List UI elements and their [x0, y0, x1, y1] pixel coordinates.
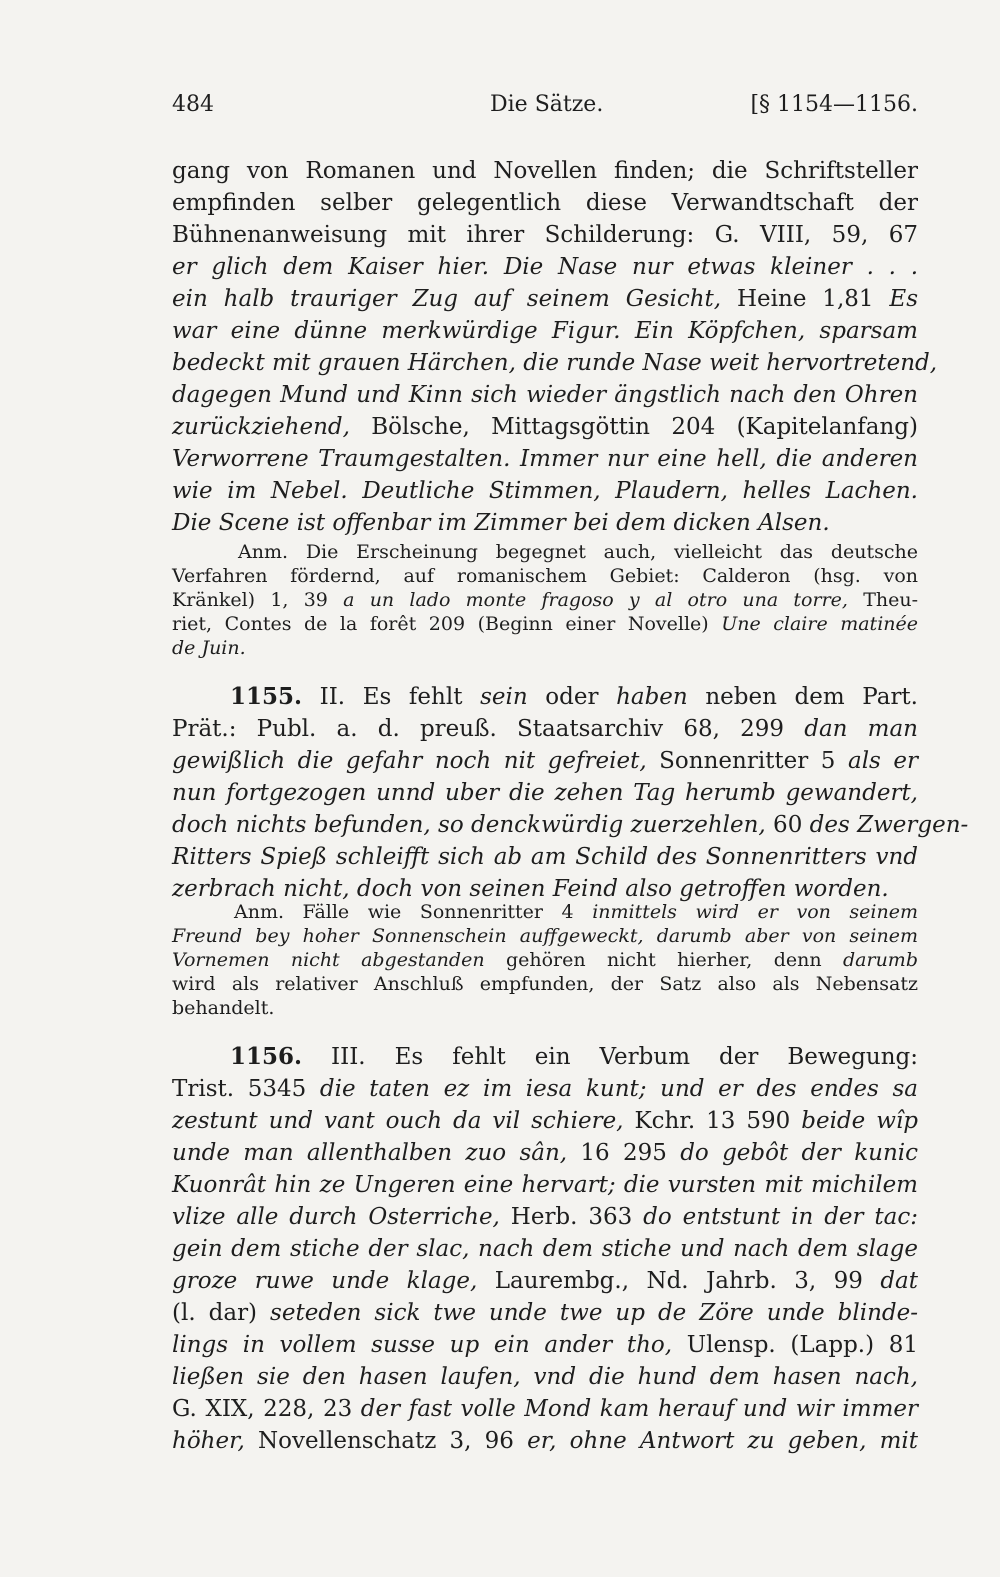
running-title: Die Sätze. [490, 92, 604, 117]
text-run: do entstunt in der tac: [643, 1204, 919, 1230]
text-run: inmittels wird er von seinem [592, 901, 918, 923]
text-run: Kchr. 13 590 [623, 1108, 802, 1134]
text-run: neben dem Part. [687, 684, 918, 710]
text-line [230, 1042, 918, 1072]
note-line [234, 900, 918, 924]
text-line [172, 508, 918, 538]
text-line [172, 188, 918, 218]
text-run: Vornemen nicht abgestanden [172, 949, 485, 971]
text-run: gang von Romanen und Novellen finden; die Schriftsteller [172, 158, 918, 184]
text-run: gehören nicht hierher, denn [484, 949, 843, 971]
text-run: Es [889, 286, 918, 312]
text-run: zestunt und vant ouch da vil schiere, [172, 1108, 624, 1134]
text-run: dat [880, 1268, 919, 1294]
text-line [172, 1138, 918, 1168]
note-line [238, 540, 918, 564]
text-line [172, 412, 918, 442]
text-line [172, 284, 918, 314]
text-run: unde man allenthalben zuo sân, [172, 1140, 568, 1166]
text-run: gewißlich die gefahr noch nit gefreiet, [172, 748, 647, 774]
text-run: Laurembg., Nd. Jahrb. 3, 99 [477, 1268, 881, 1294]
note-line [172, 564, 918, 588]
text-run: Trist. 5345 [172, 1076, 320, 1102]
text-line [172, 810, 969, 840]
text-run: 16 295 [567, 1140, 681, 1166]
text-run: Bühnenanweisung mit ihrer Schilderung: G. VIII, 59, 67 [172, 222, 918, 248]
text-line [172, 746, 918, 776]
text-run: wie im Nebel. Deutliche Stimmen, Plaudern, helles Lachen. [172, 478, 918, 504]
text-line [172, 1266, 918, 1296]
text-run: war eine dünne merkwürdige Figur. Ein Köpfchen, sparsam [172, 318, 918, 344]
text-run: Verworrene Traumgestalten. Immer nur eine hell, die anderen [172, 446, 918, 472]
text-run: wird als relativer Anschluß empfunden, der Satz also als Nebensatz [172, 973, 918, 995]
text-run: Kuonrât hin ze Ungeren eine hervart; die vursten mit michilem [172, 1172, 918, 1198]
text-line [172, 220, 918, 250]
text-line [230, 682, 918, 712]
text-run: die taten ez im iesa kunt; und er des endes sa [319, 1076, 918, 1102]
text-run: behandelt. [172, 997, 275, 1019]
text-run: vlize alle durch Osterriche, [172, 1204, 500, 1230]
text-run: ließen sie den hasen laufen, vnd die hund dem hasen nach, [172, 1364, 918, 1390]
text-line [172, 1362, 918, 1392]
section-number: 1156. [230, 1043, 303, 1070]
text-run: groze ruwe unde klage, [172, 1268, 478, 1294]
text-run: als er [847, 748, 918, 774]
text-run: a un lado monte fragoso y al otro una torre, [343, 589, 848, 611]
text-run: des Zwergen- [809, 812, 969, 838]
text-run: Ulensp. (Lapp.) 81 [672, 1332, 919, 1358]
text-run: Theu- [847, 589, 919, 611]
note-line [172, 588, 918, 612]
text-run: Heine 1,81 [721, 286, 890, 312]
note-line [172, 948, 918, 972]
text-line [172, 1394, 918, 1424]
text-line [172, 1426, 918, 1456]
text-run: de Juin. [172, 637, 246, 659]
text-run: Une claire matinée [721, 613, 918, 635]
text-run: Ritters Spieß schleifft sich ab am Schild des Sonnenritters vnd [172, 844, 918, 870]
text-run: 60 [765, 812, 810, 838]
running-header [172, 92, 918, 128]
text-run: (l. dar) [172, 1300, 271, 1326]
note-line [172, 972, 918, 996]
text-line [172, 476, 918, 506]
note-line [172, 924, 918, 948]
text-run: G. XIX, 228, 23 [172, 1396, 361, 1422]
page-number: 484 [172, 92, 214, 117]
text-run: zerbrach nicht, doch von seinen Feind also getroffen worden. [172, 876, 889, 902]
text-run: dagegen Mund und Kinn sich wieder ängstlich nach den Ohren [172, 382, 918, 408]
text-run: seteden sick twe unde twe up de Zöre unde blinde- [270, 1300, 918, 1326]
text-line [172, 156, 918, 186]
text-run: er, ohne Antwort zu geben, mit [527, 1428, 918, 1454]
text-run: Bölsche, Mittagsgöttin 204 (Kapitelanfang) [349, 414, 918, 440]
text-run: der fast volle Mond kam herauf und wir immer [360, 1396, 918, 1422]
text-run: Anm. Die Erscheinung begegnet auch, vielleicht das deutsche [238, 541, 918, 563]
text-run: empfinden selber gelegentlich diese Verwandtschaft der [172, 190, 918, 216]
text-run: bedeckt mit grauen Härchen, die runde Nase weit hervortretend, [172, 350, 938, 376]
text-line [172, 380, 918, 410]
text-run: zurückziehend, [172, 414, 350, 440]
text-line [172, 1170, 918, 1200]
text-run: do gebôt der kunic [680, 1140, 918, 1166]
text-line [172, 778, 918, 808]
text-run: dan man [804, 716, 918, 742]
text-run: Kränkel) 1, 39 [172, 589, 344, 611]
section-range: [§ 1154—1156. [750, 92, 918, 117]
text-run: Novellenschatz 3, 96 [244, 1428, 528, 1454]
text-run: Die Scene ist offenbar im Zimmer bei dem dicken Alsen. [172, 510, 830, 536]
text-run: Verfahren fördernd, auf romanischem Gebiet: Calderon (hsg. von [172, 565, 918, 587]
text-run: er glich dem Kaiser hier. Die Nase nur etwas kleiner . . . [172, 254, 918, 280]
text-line [172, 1330, 918, 1360]
text-run: III. Es fehlt ein Verbum der Bewegung: [302, 1044, 918, 1070]
text-run: riet, Contes de la forêt 209 (Beginn einer Novelle) [172, 613, 722, 635]
text-run: beide wîp [801, 1108, 919, 1134]
text-line [172, 1298, 918, 1328]
text-run: lings in vollem susse up ein ander tho, [172, 1332, 673, 1358]
text-run: oder [527, 684, 617, 710]
text-run: höher, [172, 1428, 245, 1454]
text-line [172, 714, 918, 744]
text-run: haben [616, 684, 688, 710]
text-run: II. Es fehlt [302, 684, 481, 710]
text-run: darumb [843, 949, 918, 971]
note-line [172, 636, 918, 660]
text-run: Anm. Fälle wie Sonnenritter 4 [234, 901, 593, 923]
text-line [172, 1202, 918, 1232]
text-run: Herb. 363 [499, 1204, 644, 1230]
text-run: ein halb trauriger Zug auf seinem Gesicht, [172, 286, 722, 312]
section-number: 1155. [230, 683, 303, 710]
text-line [172, 1074, 918, 1104]
text-line [172, 1234, 918, 1264]
text-run: Sonnenritter 5 [646, 748, 848, 774]
text-line [172, 1106, 918, 1136]
text-run: gein dem stiche der slac, nach dem stiche und nach dem slage [172, 1236, 918, 1262]
text-run: Prät.: Publ. a. d. preuß. Staatsarchiv 68, 299 [172, 716, 805, 742]
text-run: nun fortgezogen unnd uber die zehen Tag herumb gewandert, [172, 780, 918, 806]
text-line [172, 348, 938, 378]
text-line [172, 444, 918, 474]
text-line [172, 316, 918, 346]
text-run: Freund bey hoher Sonnenschein auffgeweckt, darumb aber von seinem [172, 925, 918, 947]
note-line [172, 996, 918, 1020]
note-line [172, 612, 918, 636]
text-run: sein [480, 684, 528, 710]
text-run: doch nichts befunden, so denckwürdig zuerzehlen, [172, 812, 766, 838]
text-line [172, 842, 918, 872]
text-line [172, 252, 918, 282]
